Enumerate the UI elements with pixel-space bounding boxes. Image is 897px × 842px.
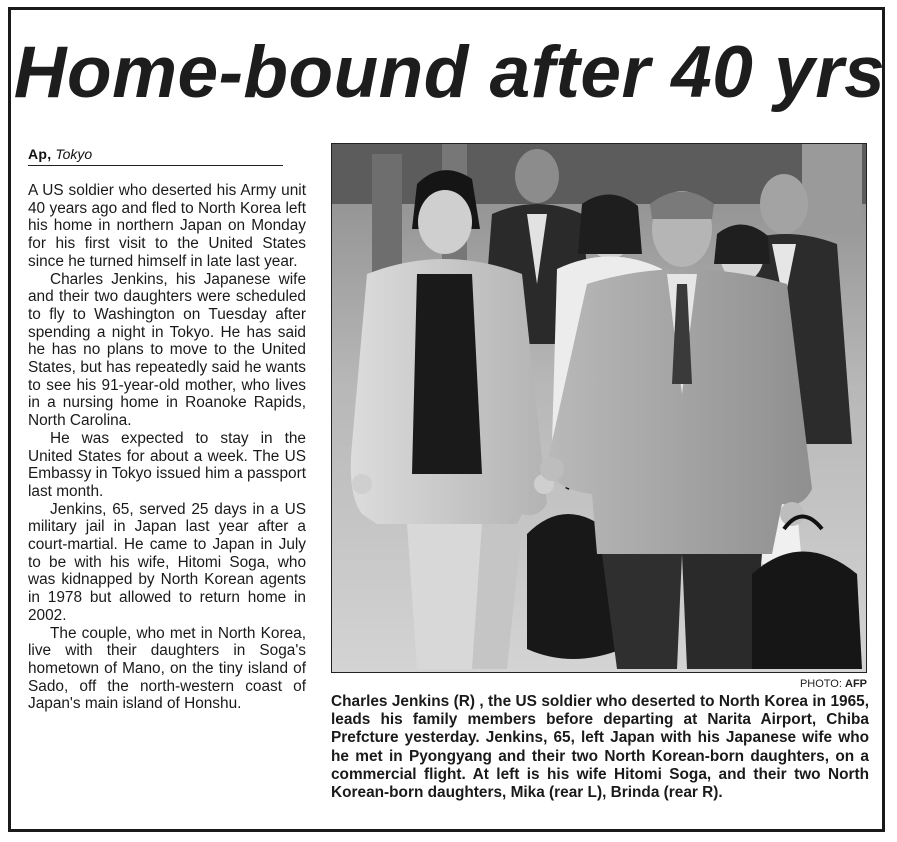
photo-credit-label: PHOTO: [799, 678, 842, 690]
photo-credit [331, 678, 867, 691]
byline [28, 146, 283, 166]
article-paragraph: A US soldier who deserted his Army unit 40 years ago and fled to North Korea left his home in northern Japan on Monday for his first visit to the United States since he turned himself in late last year. [28, 182, 306, 270]
photo-credit-source: AFP [845, 678, 867, 690]
byline-city: Tokyo [55, 146, 93, 162]
byline-agency: Ap, [28, 146, 52, 162]
article-paragraph: Jenkins, 65, served 25 days in a US military jail in Japan last year after a court-martial. He came to Japan in July to be with his wife, Hitomi Soga, who was kidnapped by North Korean agents in 1978 but allowed to return home in 2002. [28, 500, 306, 624]
news-photo [331, 143, 867, 673]
article-frame [8, 7, 885, 832]
headline: Home-bound after 40 yrs [13, 32, 886, 113]
article-paragraph: He was expected to stay in the United States for about a week. The US Embassy in Tokyo issued him a passport last month. [28, 429, 306, 500]
article-body [28, 182, 306, 713]
article-paragraph: Charles Jenkins, his Japanese wife and their two daughters were scheduled to fly to Washington on Tuesday after spending a night in Tokyo. He has said he has no plans to move to the United States, but has repeatedly said he wants to see his 91-year-old mother, who lives in a nursing home in Roanoke Rapids, North Carolina. [28, 270, 306, 430]
article-paragraph: The couple, who met in North Korea, live with their daughters in Soga's hometown of Mano, on the tiny island of Sado, off the north-western coast of Japan's main island of Honshu. [28, 624, 306, 713]
photo-caption: Charles Jenkins (R) , the US soldier who deserted to North Korea in 1965, leads his family members before departing at Narita Airport, Chiba Prefcture yesterday. Jenkins, 65, left Japan with his Japanese wife who he met in Pyongyang and their two North Korean-born daughters, on a commercial flight. At left is his wife Hitomi Soga, and their two North Korean-born daughters, Mika (rear L), Brinda (rear R). [331, 693, 869, 802]
